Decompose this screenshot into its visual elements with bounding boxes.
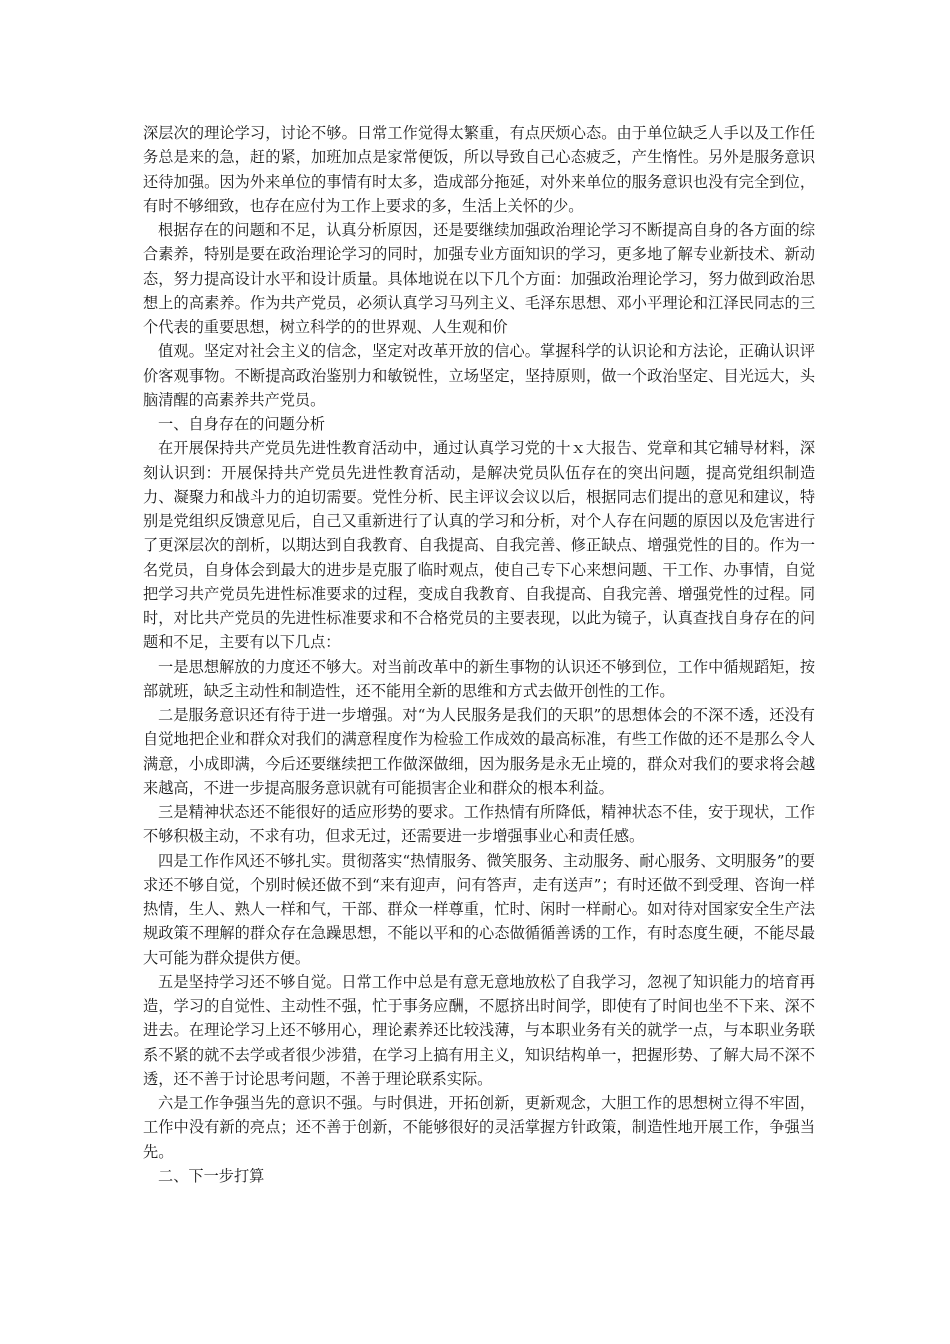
paragraph: 深层次的理论学习，讨论不够。日常工作觉得太繁重，有点厌烦心态。由于单位缺乏人手以及工作任务总是来的急，赶的紧，加班加点是家常便饭，所以导致自己心态疲乏，产生惰性。另外是服务意识还待加强。因为外来单位的事情有时太多，造成部分拖延，对外来单位的服务意识也没有完全到位，有时不够细致，也存在应付为工作上要求的多，生活上关怀的少。 <box>143 124 815 215</box>
paragraph: 值观。坚定对社会主义的信念，坚定对改革开放的信心。掌握科学的认识论和方法论，正确认识评价客观事物。不断提高政治鉴别力和敏锐性，立场坚定，坚持原则，做一个政治坚定、目光远大，头脑清醒的高素养共产党员。 <box>143 342 815 409</box>
paragraph: 四是工作作风还不够扎实。贯彻落实“热情服务、微笑服务、主动服务、耐心服务、文明服务”的要求还不够自觉，个别时候还做不到“来有迎声，问有答声，走有送声”；有时还做不到受理、咨询一样热情，生人、熟人一样和气，干部、群众一样尊重，忙时、闲时一样耐心。如对待对国家安全生产法规政策不理解的群众存在急躁思想，不能以平和的心态做循循善诱的工作，有时态度生硬，不能尽最大可能为群众提供方便。 <box>143 851 815 967</box>
document-body <box>143 121 815 1188</box>
paragraph: 六是工作争强当先的意识不强。与时俱进，开拓创新，更新观念，大胆工作的思想树立得不牢固，工作中没有新的亮点；还不善于创新，不能够很好的灵活掌握方针政策，制造性地开展工作，争强当先。 <box>143 1094 815 1161</box>
paragraph: 二是服务意识还有待于进一步增强。对“为人民服务是我们的天职”的思想体会的不深不透，还没有自觉地把企业和群众对我们的满意程度作为检验工作成效的最高标准，有些工作做的还不是那么令人满意，小成即满，今后还要继续把工作做深做细，因为服务是永无止境的，群众对我们的要求将会越来越高，不进一步提高服务意识就有可能损害企业和群众的根本利益。 <box>143 706 815 797</box>
paragraph: 一是思想解放的力度还不够大。对当前改革中的新生事物的认识还不够到位，工作中循规蹈矩，按部就班，缺乏主动性和制造性，还不能用全新的思维和方式去做开创性的工作。 <box>143 657 815 700</box>
paragraph: 三是精神状态还不能很好的适应形势的要求。工作热情有所降低，精神状态不佳，安于现状，工作不够积极主动，不求有功，但求无过，还需要进一步增强事业心和责任感。 <box>143 803 815 846</box>
paragraph: 五是坚持学习还不够自觉。日常工作中总是有意无意地放松了自我学习，忽视了知识能力的培育再造，学习的自觉性、主动性不强，忙于事务应酬，不愿挤出时间学，即使有了时间也坐不下来、深不进去。在理论学习上还不够用心，理论素养还比较浅薄，与本职业务有关的就学一点，与本职业务联系不紧的就不去学或者很少涉猎，在学习上搞有用主义，知识结构单一，把握形势、了解大局不深不透，还不善于讨论思考问题，不善于理论联系实际。 <box>143 972 815 1088</box>
section-heading: 一、自身存在的问题分析 <box>158 415 326 433</box>
section-heading: 二、下一步打算 <box>158 1166 265 1185</box>
paragraph: 在开展保持共产党员先进性教育活动中，通过认真学习党的十ｘ大报告、党章和其它辅导材料，深刻认识到：开展保持共产党员先进性教育活动，是解决党员队伍存在的突出问题，提高党组织制造力、凝聚力和战斗力的迫切需要。党性分析、民主评议会议以后，根据同志们提出的意见和建议，特别是党组织反馈意见后，自己又重新进行了认真的学习和分析，对个人存在问题的原因以及危害进行了更深层次的剖析，以期达到自我教育、自我提高、自我完善、修正缺点、增强党性的目的。作为一名党员，自身体会到最大的进步是克服了临时观点，使自己专下心来想问题、干工作、办事情，自觉把学习共产党员先进性标准要求的过程，变成自我教育、自我提高、自我完善、增强党性的过程。同时，对比共产党员的先进性标准要求和不合格党员的主要表现，以此为镜子，认真查找自身存在的问题和不足，主要有以下几点： <box>143 439 815 652</box>
paragraph: 根据存在的问题和不足，认真分析原因，还是要继续加强政治理论学习不断提高自身的各方面的综合素养，特别是要在政治理论学习的同时，加强专业方面知识的学习，更多地了解专业新技术、新动态，努力提高设计水平和设计质量。具体地说在以下几个方面：加强政治理论学习，努力做到政治思想上的高素养。作为共产党员，必须认真学习马列主义、毛泽东思想、邓小平理论和江泽民同志的三个代表的重要思想，树立科学的的世界观、人生观和价 <box>143 221 815 336</box>
